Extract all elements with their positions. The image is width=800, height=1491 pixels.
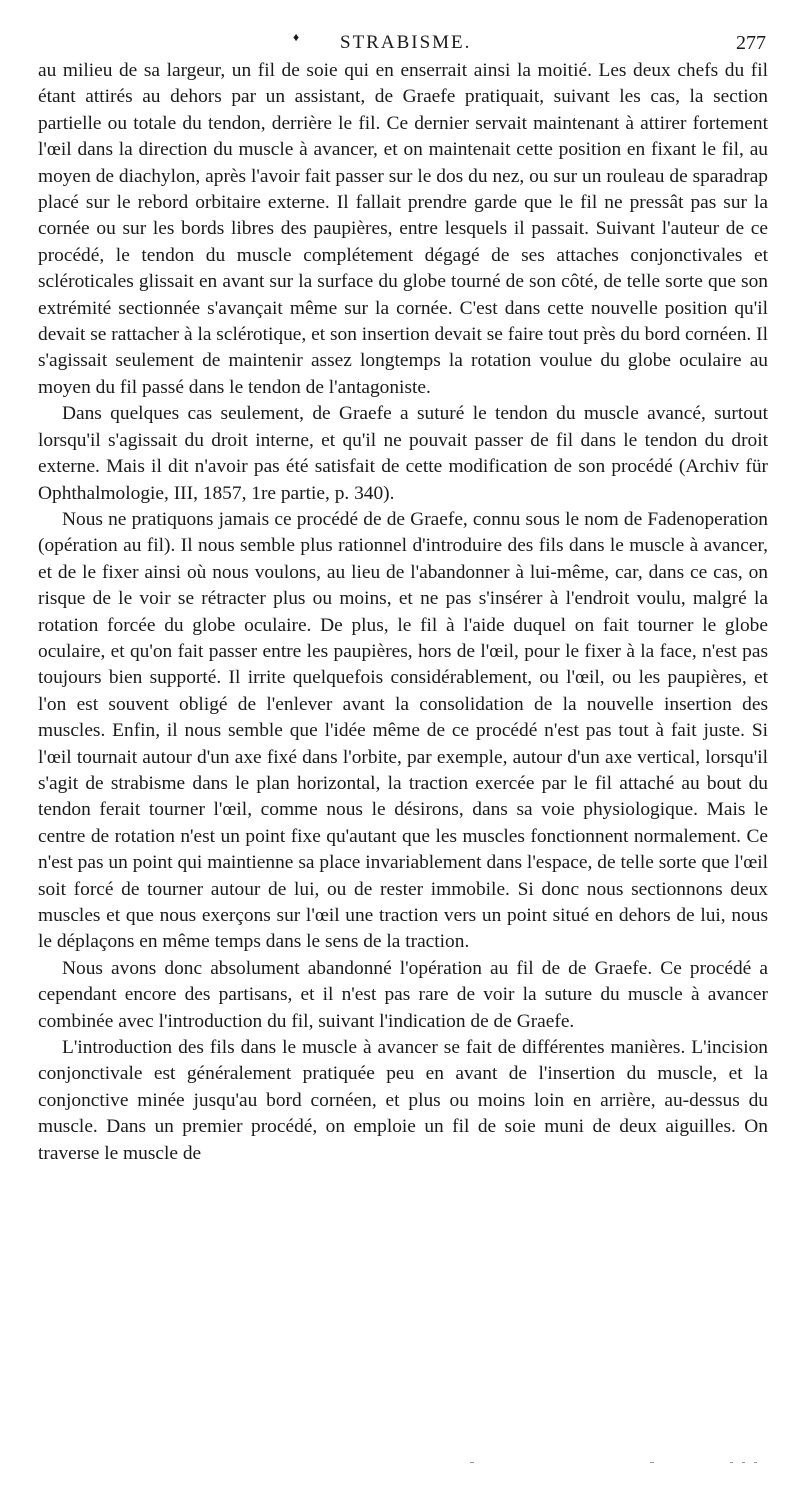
paragraph-2 (38, 401, 768, 507)
paragraph-4 (38, 956, 768, 1035)
paragraph-3 (38, 507, 768, 956)
paragraph-1-text: au milieu de sa largeur, un fil de soie qui en enserrait ainsi la moitié. Les deux chefs du fil étant attirés au dehors par un assistant, de Graefe pratiquait, suivant les cas, la section partielle ou totale du tendon, derrière le fil. Ce dernier servait maintenant à attirer fortement l'œil dans la direction du muscle à avancer, et on maintenait cette position en fixant le fil, au moyen de diachylon, après l'avoir fait passer sur le dos du nez, ou sur un rouleau de sparadrap placé sur le rebord orbitaire externe. Il fallait prendre garde que le fil ne pressât pas sur la cornée ou sur les bords libres des paupières, entre lesquels il passait. Suivant l'auteur de ce procédé, le tendon du muscle complétement dégagé de ses attaches conjonctivales et scléroticales glissait en avant sur la surface du globe tourné de son côté, de telle sorte que son extrémité sectionnée s'avançait même sur la cornée. C'est dans cette nouvelle position qu'il devait se rattacher à la sclérotique, et son insertion devait se faire tout près du bord cornéen. Il s'agissait seulement de maintenir assez longtemps la rotation voulue du globe oculaire au moyen du fil passé dans le tendon de l'antagoniste. (38, 60, 768, 398)
paragraph-5 (38, 1035, 768, 1167)
header-ornament-icon: ♦ (293, 30, 302, 44)
paragraph-5-text: L'introduction des fils dans le muscle à avancer se fait de différentes manières. L'incision conjonctivale est généralement pratiquée peu en avant de l'insertion du muscle, et la conjonctive minée jusqu'au bord cornéen, et plus ou moins loin en arrière, au-dessus du muscle. Dans un premier procédé, on emploie un fil de soie muni de deux aiguilles. On traverse le muscle de (38, 1037, 768, 1164)
paragraph-1 (38, 58, 768, 401)
scan-specks (460, 1462, 780, 1468)
running-title: STRABISME. (340, 32, 472, 53)
paragraph-3-text: Nous ne pratiquons jamais ce procédé de de Graefe, connu sous le nom de Fadenoperation (opération au fil). Il nous semble plus rationnel d'introduire des fils dans le muscle à avancer, et de le fixer ainsi où nous voulons, au lieu de l'abandonner à lui-même, car, dans ce cas, on risque de le voir se rétracter plus ou moins, et ne pas s'insérer à l'endroit voulu, malgré la rotation forcée du globe oculaire. De plus, le fil à l'aide duquel on fait tourner le globe oculaire, et qu'on fait passer entre les paupières, hors de l'œil, pour le fixer à la face, n'est pas toujours bien supporté. Il irrite quelquefois considérablement, ou l'œil, ou les paupières, et l'on est souvent obligé de l'enlever avant la consolidation de la nouvelle insertion des muscles. Enfin, il nous semble que l'idée même de ce procédé n'est pas tout à fait juste. Si l'œil tournait autour d'un axe fixé dans l'orbite, par exemple, autour d'un axe vertical, lorsqu'il s'agit de strabisme dans le plan horizontal, la traction exercée par le fil attaché au bout du tendon ferait tourner l'œil, comme nous le désirons, dans sa voie physiologique. Mais le centre de rotation n'est un point fixe qu'autant que les muscles fonctionnent normalement. Ce n'est pas un point qui maintienne sa place invariablement dans l'espace, de telle sorte que l'œil soit forcé de tourner autour de lui, ou de rester immobile. Si donc nous sectionnons deux muscles et que nous exerçons sur l'œil une traction vers un point situé en dehors de lui, nous le déplaçons en même temps dans le sens de la traction. (38, 508, 768, 953)
book-page (38, 28, 768, 1167)
running-head (38, 28, 768, 58)
paragraph-4-text: Nous avons donc absolument abandonné l'opération au fil de de Graefe. Ce procédé a cependant encore des partisans, et il n'est pas rare de voir la suture du muscle à avancer combinée avec l'introduction du fil, suivant l'indication de de Graefe. (38, 957, 768, 1032)
paragraph-2-text: Dans quelques cas seulement, de Graefe a suturé le tendon du muscle avancé, surtout lorsqu'il s'agissait du droit interne, et qu'il ne pouvait passer de fil dans le tendon du droit externe. Mais il dit n'avoir pas été satisfait de cette modification de son procédé (Archiv für Ophthalmologie, III, 1857, 1re partie, p. 340). (38, 403, 768, 504)
page-number: 277 (736, 32, 766, 54)
